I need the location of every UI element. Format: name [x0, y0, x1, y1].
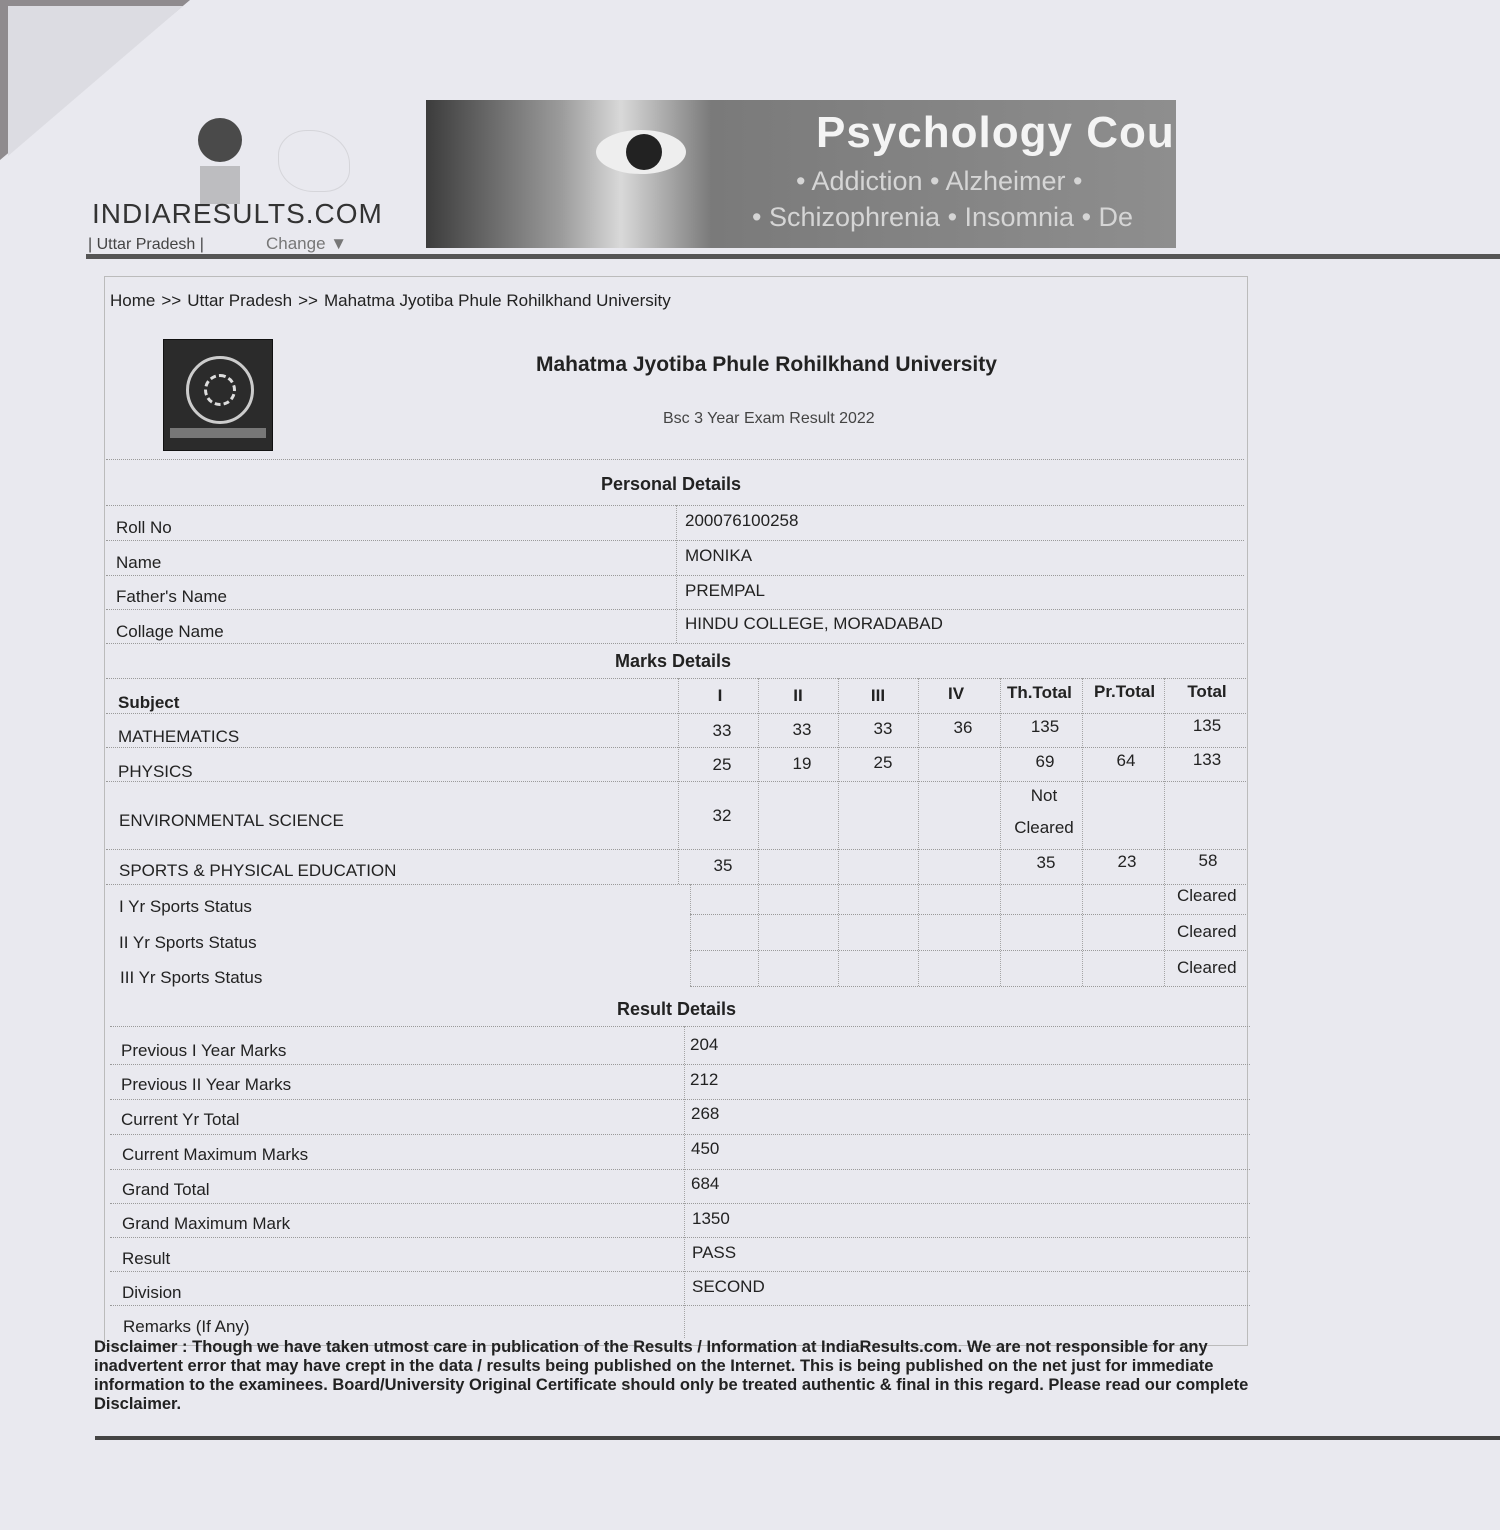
divider — [110, 1169, 1250, 1170]
banner-line-1: • Addiction • Alzheimer • — [796, 166, 1083, 196]
divider — [106, 781, 1246, 782]
mark-i: 35 — [713, 856, 733, 875]
mark-ii: 33 — [792, 720, 812, 739]
logo-dot-icon — [198, 118, 242, 162]
sports-status-value: Cleared — [1177, 958, 1237, 977]
divider — [110, 1203, 1250, 1204]
column-header-subject: Subject — [118, 693, 180, 712]
sports-status-value: Cleared — [1177, 922, 1237, 941]
breadcrumb-university[interactable]: Mahatma Jyotiba Phule Rohilkhand University — [323, 291, 671, 310]
result-details-heading: Result Details — [617, 999, 737, 1019]
pr-total: 64 — [1116, 751, 1136, 770]
column-divider — [1164, 678, 1165, 986]
column-header-th-total: Th.Total — [1007, 683, 1072, 702]
mark-iv: 36 — [953, 718, 973, 737]
divider — [106, 747, 1246, 748]
total: 133 — [1192, 750, 1222, 769]
column-divider — [758, 678, 759, 986]
result-label: Grand Total — [122, 1180, 210, 1199]
divider — [690, 950, 1246, 951]
roll-no-label: Roll No — [116, 518, 172, 537]
divider — [690, 986, 1246, 987]
result-label: Current Maximum Marks — [122, 1145, 309, 1164]
divider — [110, 1271, 1250, 1272]
exam-title: Bsc 3 Year Exam Result 2022 — [663, 410, 875, 427]
sports-status-value: Cleared — [1177, 886, 1237, 905]
emblem-caption-band — [170, 428, 266, 438]
pupil-icon — [626, 134, 662, 170]
divider — [106, 575, 1244, 576]
divider — [106, 540, 1244, 541]
personal-details-heading: Personal Details — [601, 474, 742, 494]
mark-i: 25 — [712, 755, 732, 774]
mark-iii: 25 — [873, 753, 893, 772]
banner-line-2: • Schizophrenia • Insomnia • De — [752, 202, 1134, 232]
total: 135 — [1192, 716, 1222, 735]
th-total-line-1: Not — [1030, 786, 1058, 805]
site-logo[interactable] — [88, 110, 383, 260]
result-label: Previous II Year Marks — [121, 1075, 292, 1094]
divider — [690, 914, 1246, 915]
header-divider — [86, 254, 1500, 259]
father-name-value: PREMPAL — [685, 581, 765, 600]
result-value: 268 — [691, 1104, 720, 1123]
divider — [110, 1305, 1250, 1306]
state-label: | Uttar Pradesh | — [88, 236, 204, 253]
divider — [106, 609, 1244, 610]
breadcrumb-separator: >> — [298, 291, 318, 310]
divider — [106, 849, 1246, 850]
university-name: Mahatma Jyotiba Phule Rohilkhand University — [536, 353, 997, 376]
column-header-iv: IV — [947, 684, 965, 703]
divider — [110, 1099, 1250, 1100]
column-header-iii: III — [870, 686, 886, 705]
change-state-link[interactable]: Change ▼ — [266, 234, 348, 253]
column-divider — [918, 678, 919, 986]
column-header-pr-total: Pr.Total — [1094, 682, 1156, 701]
result-label: Current Yr Total — [121, 1110, 240, 1129]
result-label: Result — [122, 1249, 171, 1268]
result-value: 212 — [690, 1070, 719, 1089]
column-divider — [690, 884, 691, 986]
mark-i: 32 — [712, 806, 732, 825]
mark-iii: 33 — [873, 719, 893, 738]
result-label: Division — [122, 1283, 182, 1302]
sports-status-label: II Yr Sports Status — [119, 933, 257, 952]
column-header-total: Total — [1187, 682, 1227, 701]
emblem-wheel-icon — [204, 374, 236, 406]
subject-name: SPORTS & PHYSICAL EDUCATION — [119, 861, 397, 880]
column-divider — [684, 1026, 685, 1338]
column-header-ii: II — [793, 686, 803, 705]
subject-name: ENVIRONMENTAL SCIENCE — [119, 811, 344, 830]
th-total: 69 — [1035, 752, 1055, 771]
marks-details-heading: Marks Details — [615, 651, 732, 671]
divider — [106, 678, 1246, 679]
result-value: 204 — [690, 1035, 719, 1054]
total: 58 — [1198, 851, 1218, 870]
mark-ii: 19 — [792, 754, 812, 773]
result-value: PASS — [692, 1243, 737, 1262]
state-map-icon — [278, 130, 350, 192]
breadcrumb — [110, 291, 671, 311]
footer-divider — [95, 1436, 1500, 1440]
result-value: 450 — [691, 1139, 720, 1158]
result-label: Grand Maximum Mark — [122, 1214, 291, 1233]
divider — [110, 1237, 1250, 1238]
sports-status-label: I Yr Sports Status — [119, 897, 252, 916]
father-name-label: Father's Name — [116, 587, 227, 606]
divider — [106, 884, 1246, 885]
divider — [110, 1064, 1250, 1065]
result-value: 684 — [691, 1174, 720, 1193]
logo-text: INDIARESULTS.COM — [92, 198, 383, 229]
mark-i: 33 — [712, 721, 732, 740]
divider — [106, 713, 1246, 714]
pr-total: 23 — [1117, 852, 1137, 871]
roll-no-value: 200076100258 — [685, 511, 799, 530]
result-value: SECOND — [692, 1277, 765, 1296]
sports-status-label: III Yr Sports Status — [120, 968, 263, 987]
breadcrumb-state[interactable]: Uttar Pradesh — [187, 291, 293, 310]
divider — [110, 1134, 1250, 1135]
divider — [110, 1026, 1250, 1027]
column-divider — [838, 678, 839, 986]
breadcrumb-separator: >> — [161, 291, 182, 310]
disclaimer-text: Disclaimer : Though we have taken utmost care in publication of the Results / Information at IndiaResults.com. We are not responsible for any inadvertent error that may have crept in the data / results being published on the Internet. This is being published on the net just for immediate information to the examinees. Board/University Original Certificate should only be treated authentic & final in this regard. Please read our complete Disclaimer. — [94, 1338, 1249, 1413]
column-divider — [1000, 678, 1001, 986]
th-total-line-2: Cleared — [1014, 818, 1074, 837]
column-divider — [1082, 678, 1083, 986]
divider — [106, 505, 1244, 506]
subject-name: MATHEMATICS — [118, 727, 240, 746]
column-divider — [678, 678, 679, 884]
college-name-label: Collage Name — [116, 622, 224, 641]
result-value: 1350 — [692, 1209, 730, 1228]
divider — [106, 459, 1244, 460]
column-divider — [676, 505, 677, 643]
result-label: Remarks (If Any) — [123, 1317, 250, 1336]
university-emblem — [163, 339, 273, 451]
name-label: Name — [116, 553, 162, 572]
result-label: Previous I Year Marks — [121, 1041, 287, 1060]
name-value: MONIKA — [685, 546, 753, 565]
column-header-i: I — [717, 686, 723, 705]
breadcrumb-home[interactable]: Home — [110, 291, 156, 310]
divider — [106, 643, 1244, 644]
banner-title: Psychology Cou — [816, 108, 1175, 157]
ad-banner[interactable] — [426, 100, 1176, 248]
th-total: 35 — [1036, 853, 1056, 872]
subject-name: PHYSICS — [118, 762, 193, 781]
college-name-value: HINDU COLLEGE, MORADABAD — [685, 614, 943, 633]
th-total: 135 — [1030, 717, 1060, 736]
